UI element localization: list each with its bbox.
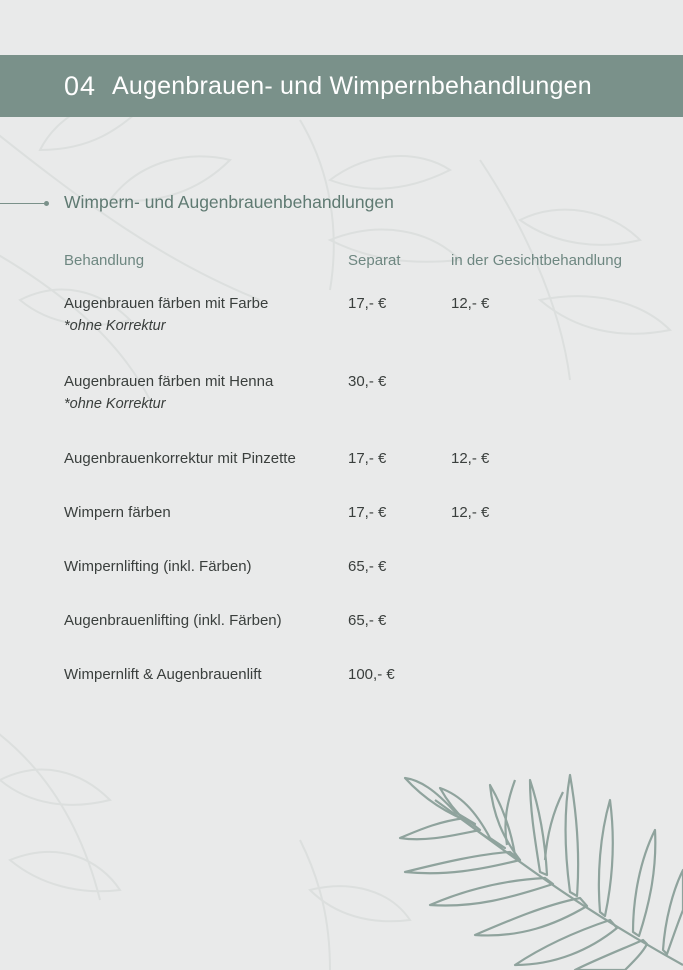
- section-line: [0, 203, 46, 204]
- price-separate: 65,- €: [348, 612, 387, 629]
- treatment-note: *ohne Korrektur: [64, 396, 166, 412]
- treatment-name: Augenbrauen färben mit Henna: [64, 373, 274, 390]
- price-separate: 30,- €: [348, 373, 387, 390]
- treatment-note: *ohne Korrektur: [64, 318, 166, 334]
- price-separate: 17,- €: [348, 450, 387, 467]
- treatment-name: Wimpern färben: [64, 504, 171, 521]
- price-separate: 17,- €: [348, 504, 387, 521]
- treatment-name: Wimpernlift & Augenbrauenlift: [64, 666, 262, 683]
- column-header-treatment: Behandlung: [64, 252, 145, 269]
- price-separate: 100,- €: [348, 666, 395, 683]
- bullet-dot-icon: [44, 201, 49, 206]
- chapter-number: 04: [64, 70, 97, 101]
- page-header-band: [0, 55, 683, 117]
- treatment-name: Augenbrauen färben mit Farbe: [64, 295, 269, 312]
- price-in-facial: 12,- €: [451, 295, 490, 312]
- section-heading: [0, 190, 683, 220]
- price-in-facial: 12,- €: [451, 504, 490, 521]
- price-separate: 65,- €: [348, 558, 387, 575]
- leaf-branch-icon: [395, 760, 683, 970]
- chapter-title: Augenbrauen- und Wimpernbehandlungen: [112, 71, 592, 100]
- treatment-name: Augenbrauenkorrektur mit Pinzette: [64, 450, 296, 467]
- price-in-facial: 12,- €: [451, 450, 490, 467]
- treatment-name: Wimpernlifting (inkl. Färben): [64, 558, 252, 575]
- treatment-name: Augenbrauenlifting (inkl. Färben): [64, 612, 282, 629]
- column-header-in-facial: in der Gesichtbehandlung: [451, 252, 622, 269]
- price-separate: 17,- €: [348, 295, 387, 312]
- section-title: Wimpern- und Augenbrauenbehandlungen: [64, 192, 394, 212]
- column-header-separate: Separat: [348, 252, 401, 269]
